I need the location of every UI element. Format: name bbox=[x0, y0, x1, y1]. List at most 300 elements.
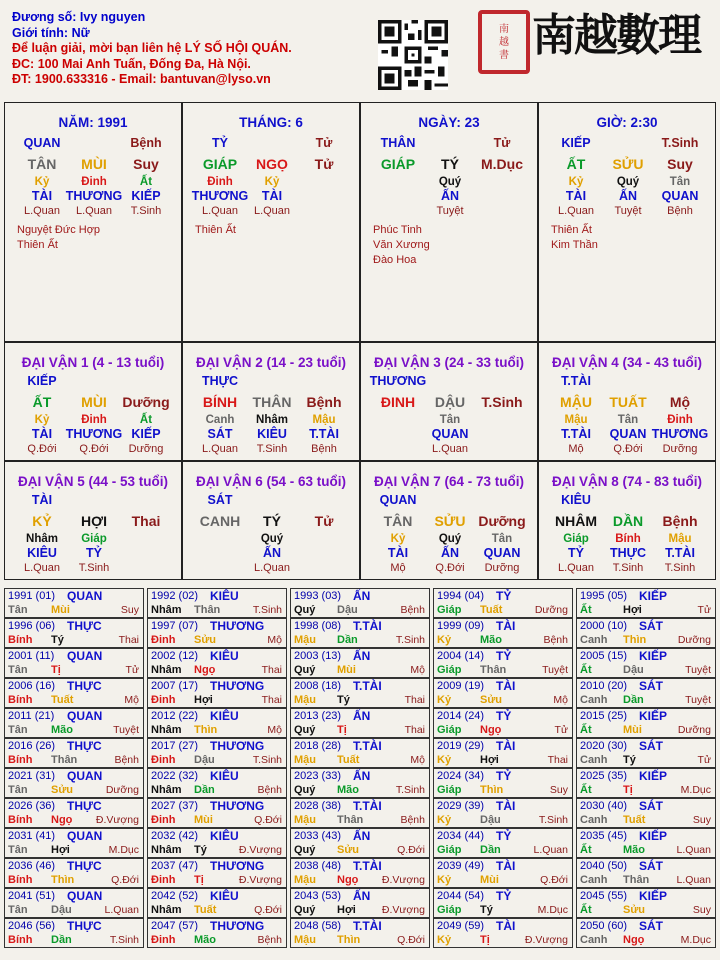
year-cell bbox=[290, 678, 430, 708]
hidden-ten-god: SÁT bbox=[207, 427, 233, 441]
hidden-stem: Tân bbox=[617, 414, 639, 426]
year-stem: Ất bbox=[580, 664, 592, 676]
cell-column bbox=[117, 371, 175, 457]
year-cell bbox=[290, 798, 430, 828]
hidden-stem: Canh bbox=[205, 414, 235, 426]
hidden-ten-god: KIÊU bbox=[27, 546, 57, 560]
ten-god-label: KIÊU bbox=[561, 493, 591, 507]
year-stem: Canh bbox=[580, 694, 608, 706]
year-life-stage: M.Dục bbox=[680, 784, 711, 796]
hidden-ten-god: TỶ bbox=[86, 546, 102, 560]
year-ten-god: QUAN bbox=[67, 889, 103, 903]
year-cell bbox=[290, 588, 430, 618]
year-cell bbox=[4, 918, 144, 948]
year-branch: Sửu bbox=[480, 694, 503, 706]
life-stage: Q.Đới bbox=[27, 443, 57, 455]
year-stem: Giáp bbox=[437, 604, 462, 616]
ten-god-label: Tử bbox=[315, 136, 333, 150]
year-cell bbox=[433, 648, 573, 678]
year-label: 2046 (56) bbox=[8, 920, 56, 932]
chart-cell bbox=[360, 102, 538, 342]
stem-branch: ẤT bbox=[32, 394, 52, 410]
hidden-ten-god: TÀI bbox=[31, 427, 53, 441]
year-stem: Nhâm bbox=[151, 604, 182, 616]
ten-god-label: THÂN bbox=[380, 136, 416, 150]
year-stem: Đinh bbox=[151, 814, 176, 826]
year-cell bbox=[290, 768, 430, 798]
year-label: 2041 (51) bbox=[8, 890, 56, 902]
hidden-ten-god bbox=[369, 189, 427, 204]
year-ten-god: SÁT bbox=[639, 739, 663, 753]
hidden-stem bbox=[117, 532, 175, 546]
year-branch: Thìn bbox=[194, 724, 218, 736]
year-stem: Giáp bbox=[437, 664, 462, 676]
ten-god-label bbox=[117, 490, 175, 510]
year-ten-god: TÀI bbox=[496, 619, 516, 633]
hidden-ten-god: QUAN bbox=[483, 546, 521, 560]
year-ten-god: THỰC bbox=[67, 799, 102, 813]
year-life-stage: T.Sinh bbox=[395, 634, 425, 646]
year-label: 2037 (47) bbox=[151, 860, 199, 872]
stem-branch: DẦN bbox=[612, 513, 644, 529]
hidden-stem: Mậu bbox=[312, 414, 336, 426]
cell-column bbox=[651, 371, 709, 457]
stem-branch: Suy bbox=[133, 156, 159, 172]
hidden-stem: Đinh bbox=[667, 414, 693, 426]
life-stage: L.Quan bbox=[23, 562, 61, 574]
life-stage: T.Sinh bbox=[664, 562, 696, 574]
year-branch: Tý bbox=[623, 754, 636, 766]
year-label: 2034 (44) bbox=[437, 830, 485, 842]
year-life-stage: Suy bbox=[692, 814, 711, 826]
hidden-stem: Kỷ bbox=[34, 414, 50, 426]
year-branch: Thìn bbox=[51, 874, 75, 886]
year-ten-god: KIẾP bbox=[639, 829, 668, 843]
year-stem: Bính bbox=[8, 814, 33, 826]
ten-god-label bbox=[243, 490, 301, 510]
year-branch: Tuất bbox=[194, 904, 217, 916]
hidden-ten-god: KIÊU bbox=[257, 427, 287, 441]
year-stem: Kỷ bbox=[437, 814, 452, 826]
year-ten-god: THỰC bbox=[67, 679, 102, 693]
year-branch: Dậu bbox=[480, 814, 501, 826]
year-ten-god: T.TÀI bbox=[353, 799, 382, 813]
stem-branch: TÂN bbox=[383, 513, 413, 529]
year-life-stage: L.Quan bbox=[676, 844, 711, 856]
year-label: 2003 (13) bbox=[294, 650, 342, 662]
life-stage: L.Quan bbox=[557, 205, 595, 217]
stem-branch: Tử bbox=[314, 513, 334, 529]
ten-god-label bbox=[65, 490, 123, 510]
year-life-stage: Thai bbox=[404, 694, 425, 706]
year-life-stage: T.Sinh bbox=[109, 934, 139, 946]
year-label: 2029 (39) bbox=[437, 800, 485, 812]
life-stage: L.Quan bbox=[431, 443, 469, 455]
year-branch: Dần bbox=[623, 694, 644, 706]
stem-branch: M.Dục bbox=[481, 156, 523, 172]
year-cell bbox=[4, 678, 144, 708]
stem-branch: TÂN bbox=[27, 156, 57, 172]
owner-gender: Giới tính: Nữ bbox=[12, 25, 90, 40]
star-note: Thiên Ất bbox=[551, 224, 592, 236]
year-stem: Mậu bbox=[294, 814, 316, 826]
cell-title: NĂM: 1991 bbox=[58, 115, 128, 130]
year-stem: Quý bbox=[294, 844, 316, 856]
year-cell bbox=[147, 618, 287, 648]
year-stem: Nhâm bbox=[151, 724, 182, 736]
star-note: Thiên Ất bbox=[17, 239, 58, 251]
year-label: 2006 (16) bbox=[8, 680, 56, 692]
year-label: 2038 (48) bbox=[294, 860, 342, 872]
cell-column bbox=[191, 133, 249, 219]
year-stem: Nhâm bbox=[151, 904, 182, 916]
year-stem: Kỷ bbox=[437, 874, 452, 886]
cell-column bbox=[473, 371, 531, 457]
stem-branch: DẬU bbox=[434, 394, 466, 410]
year-life-stage: Tuyệt bbox=[685, 694, 711, 706]
year-branch: Thân bbox=[194, 604, 221, 616]
year-life-stage: Thai bbox=[118, 634, 139, 646]
life-stage: Q.Đới bbox=[613, 443, 643, 455]
star-note: Văn Xương bbox=[373, 239, 430, 251]
year-branch: Dần bbox=[337, 634, 358, 646]
life-stage: T.Sinh bbox=[612, 562, 644, 574]
year-label: 2023 (33) bbox=[294, 770, 342, 782]
year-ten-god: THƯƠNG bbox=[210, 859, 265, 873]
star-notes bbox=[17, 223, 100, 253]
year-cell bbox=[576, 798, 716, 828]
hidden-stem bbox=[295, 175, 353, 189]
year-branch: Sửu bbox=[337, 844, 360, 856]
ten-god-label: THỰC bbox=[201, 374, 239, 388]
year-cell bbox=[433, 828, 573, 858]
year-label: 2045 (55) bbox=[580, 890, 628, 902]
stem-branch: MÙI bbox=[81, 394, 107, 410]
year-cell bbox=[4, 798, 144, 828]
year-label: 1999 (09) bbox=[437, 620, 485, 632]
year-life-stage: T.Sinh bbox=[395, 784, 425, 796]
year-cell bbox=[576, 738, 716, 768]
cell-column bbox=[295, 133, 353, 219]
cell-column bbox=[599, 371, 657, 457]
life-stage: Q.Đới bbox=[79, 443, 109, 455]
hidden-ten-god: THƯƠNG bbox=[65, 427, 123, 441]
year-ten-god: TÀI bbox=[496, 739, 516, 753]
year-stem: Giáp bbox=[437, 724, 462, 736]
cell-column bbox=[547, 133, 605, 219]
cell-column bbox=[243, 490, 301, 576]
cell-column bbox=[65, 133, 123, 219]
year-label: 2016 (26) bbox=[8, 740, 56, 752]
hidden-ten-god: TÀI bbox=[565, 189, 587, 203]
cell-column bbox=[599, 133, 657, 219]
ten-god-label: KIẾP bbox=[27, 374, 57, 388]
year-label: 2043 (53) bbox=[294, 890, 342, 902]
chart-cell bbox=[360, 461, 538, 580]
year-cell bbox=[4, 648, 144, 678]
stem-branch: HỢI bbox=[81, 513, 107, 529]
year-cell bbox=[4, 738, 144, 768]
cell-column bbox=[369, 490, 427, 576]
year-cell bbox=[576, 678, 716, 708]
year-stem: Kỷ bbox=[437, 934, 452, 946]
year-ten-god: ẤN bbox=[353, 769, 371, 783]
hidden-ten-god bbox=[117, 546, 175, 561]
year-stem: Ất bbox=[580, 604, 592, 616]
year-life-stage: Q.Đới bbox=[254, 814, 282, 826]
year-ten-god: SÁT bbox=[639, 859, 663, 873]
year-branch: Hợi bbox=[194, 694, 213, 706]
life-stage: L.Quan bbox=[75, 205, 113, 217]
year-branch: Dậu bbox=[623, 664, 644, 676]
cell-title: ĐẠI VẬN 8 (74 - 83 tuổi) bbox=[551, 474, 703, 489]
year-branch: Mão bbox=[623, 844, 645, 856]
stem-branch: T.Sinh bbox=[481, 394, 523, 410]
year-label: 2002 (12) bbox=[151, 650, 199, 662]
stem-branch: TÝ bbox=[441, 156, 459, 172]
year-label: 1991 (01) bbox=[8, 590, 56, 602]
year-life-stage: Tử bbox=[697, 604, 711, 616]
life-stage: L.Quan bbox=[557, 562, 595, 574]
year-stem: Đinh bbox=[151, 934, 176, 946]
year-stem: Nhâm bbox=[151, 844, 182, 856]
cell-column bbox=[421, 490, 479, 576]
year-branch: Thìn bbox=[480, 784, 504, 796]
stem-branch: ĐINH bbox=[380, 394, 416, 410]
year-stem: Ất bbox=[580, 844, 592, 856]
year-branch: Mùi bbox=[337, 664, 356, 676]
life-stage: Dưỡng bbox=[662, 443, 698, 455]
year-life-stage: Mộ bbox=[124, 694, 139, 706]
hidden-ten-god: ẤN bbox=[618, 189, 638, 203]
year-branch: Sửu bbox=[194, 634, 217, 646]
life-stage bbox=[473, 204, 531, 219]
year-label: 1995 (05) bbox=[580, 590, 628, 602]
hidden-ten-god: TỶ bbox=[568, 546, 584, 560]
life-stage bbox=[295, 561, 353, 576]
stem-branch: Mộ bbox=[669, 394, 691, 410]
life-stage: L.Quan bbox=[201, 443, 239, 455]
hidden-ten-god: ẤN bbox=[262, 546, 282, 560]
year-stem: Quý bbox=[294, 664, 316, 676]
year-branch: Mùi bbox=[194, 814, 213, 826]
cell-column bbox=[547, 371, 605, 457]
ten-god-label: T.Sinh bbox=[661, 136, 699, 150]
year-label: 2012 (22) bbox=[151, 710, 199, 722]
year-branch: Ngọ bbox=[480, 724, 502, 736]
stem-branch: ẤT bbox=[566, 156, 586, 172]
star-note: Phúc Tinh bbox=[373, 224, 422, 236]
ten-god-label bbox=[599, 490, 657, 510]
year-life-stage: Dưỡng bbox=[677, 634, 711, 646]
year-life-stage: Dưỡng bbox=[105, 784, 139, 796]
year-cell bbox=[147, 738, 287, 768]
hidden-stem: Giáp bbox=[81, 533, 107, 545]
cell-title: ĐẠI VẬN 3 (24 - 33 tuổi) bbox=[373, 355, 525, 370]
year-ten-god: TÀI bbox=[496, 919, 516, 933]
year-cell bbox=[290, 648, 430, 678]
star-notes bbox=[195, 223, 236, 238]
ten-god-label: KIẾP bbox=[561, 136, 591, 150]
ten-god-label bbox=[599, 133, 657, 153]
year-label: 2015 (25) bbox=[580, 710, 628, 722]
star-note: Đào Hoa bbox=[373, 254, 417, 266]
year-stem: Nhâm bbox=[151, 664, 182, 676]
cell-title: THÁNG: 6 bbox=[239, 115, 303, 130]
year-stem: Canh bbox=[580, 754, 608, 766]
year-branch: Mùi bbox=[51, 604, 70, 616]
stem-branch: TUẤT bbox=[609, 394, 647, 410]
year-ten-god: TỶ bbox=[496, 889, 512, 903]
year-life-stage: Mộ bbox=[553, 694, 568, 706]
star-note: Thiên Ất bbox=[195, 224, 236, 236]
chart-cell bbox=[538, 342, 716, 461]
life-stage: Q.Đới bbox=[435, 562, 465, 574]
year-ten-god: QUAN bbox=[67, 649, 103, 663]
year-ten-god: KIẾP bbox=[639, 709, 668, 723]
year-life-stage: Đ.Vượng bbox=[381, 874, 425, 886]
hidden-stem: Đinh bbox=[207, 176, 233, 188]
hidden-stem: Quý bbox=[616, 176, 640, 188]
year-stem: Giáp bbox=[437, 904, 462, 916]
ten-god-label bbox=[243, 371, 301, 391]
life-stage: Mộ bbox=[390, 562, 406, 574]
year-life-stage: Thai bbox=[261, 664, 282, 676]
ten-god-label bbox=[651, 371, 709, 391]
hidden-stem bbox=[369, 175, 427, 189]
year-label: 2001 (11) bbox=[8, 650, 55, 662]
stem-branch: TÝ bbox=[263, 513, 281, 529]
year-stem: Kỷ bbox=[437, 694, 452, 706]
hidden-ten-god bbox=[369, 427, 427, 442]
year-ten-god: ẤN bbox=[353, 709, 371, 723]
year-life-stage: Mộ bbox=[410, 664, 425, 676]
hidden-ten-god: T.TÀI bbox=[665, 546, 695, 560]
chart-cell bbox=[538, 102, 716, 342]
year-stem: Bính bbox=[8, 934, 33, 946]
year-label: 2033 (43) bbox=[294, 830, 342, 842]
year-branch: Tý bbox=[194, 844, 207, 856]
chart-cell bbox=[182, 102, 360, 342]
stem-branch: GIÁP bbox=[380, 156, 416, 172]
chart-cell bbox=[182, 461, 360, 580]
life-stage: L.Quan bbox=[201, 205, 239, 217]
year-label: 2026 (36) bbox=[8, 800, 56, 812]
year-cell bbox=[576, 618, 716, 648]
year-life-stage: Suy bbox=[692, 904, 711, 916]
hidden-ten-god: KIẾP bbox=[131, 427, 161, 441]
stem-branch: Bệnh bbox=[662, 513, 698, 529]
cell-column bbox=[369, 133, 427, 219]
year-label: 2017 (27) bbox=[151, 740, 199, 752]
year-branch: Thân bbox=[623, 874, 650, 886]
year-branch: Tuất bbox=[623, 814, 646, 826]
year-life-stage: Đ.Vượng bbox=[524, 934, 568, 946]
year-stem: Quý bbox=[294, 604, 316, 616]
stem-branch: THÂN bbox=[252, 394, 292, 410]
year-life-stage: M.Dục bbox=[680, 934, 711, 946]
cell-column bbox=[295, 490, 353, 576]
year-life-stage: Bệnh bbox=[257, 934, 282, 946]
year-stem: Canh bbox=[580, 934, 608, 946]
cell-column bbox=[65, 371, 123, 457]
year-branch: Mão bbox=[337, 784, 359, 796]
year-cell bbox=[290, 858, 430, 888]
hidden-stem bbox=[191, 532, 249, 546]
year-stem: Tân bbox=[8, 904, 28, 916]
year-stem: Mậu bbox=[294, 754, 316, 766]
year-ten-god: KIÊU bbox=[210, 649, 239, 663]
cell-title: ĐẠI VẬN 2 (14 - 23 tuổi) bbox=[195, 355, 347, 370]
cell-column bbox=[473, 133, 531, 219]
year-life-stage: Tử bbox=[554, 724, 568, 736]
year-ten-god: QUAN bbox=[67, 709, 103, 723]
hidden-stem: Quý bbox=[438, 176, 462, 188]
hidden-stem: Kỷ bbox=[390, 533, 406, 545]
ten-god-label bbox=[421, 133, 479, 153]
stem-branch: Thai bbox=[131, 513, 161, 529]
year-life-stage: Dưỡng bbox=[677, 724, 711, 736]
hidden-stem: Bính bbox=[615, 533, 641, 545]
year-label: 2039 (49) bbox=[437, 860, 485, 872]
year-stem: Bính bbox=[8, 634, 33, 646]
year-stem: Bính bbox=[8, 874, 33, 886]
hidden-ten-god: THỰC bbox=[609, 546, 647, 560]
year-branch: Dậu bbox=[51, 904, 72, 916]
star-note: Nguyệt Đức Hợp bbox=[17, 224, 101, 236]
year-branch: Dần bbox=[51, 934, 72, 946]
year-cell bbox=[433, 708, 573, 738]
year-ten-god: THƯƠNG bbox=[210, 619, 265, 633]
year-label: 2035 (45) bbox=[580, 830, 628, 842]
year-cell bbox=[433, 768, 573, 798]
hidden-ten-god bbox=[473, 189, 531, 204]
year-branch: Thân bbox=[480, 664, 507, 676]
year-branch: Mão bbox=[194, 934, 216, 946]
year-ten-god: KIÊU bbox=[210, 829, 239, 843]
year-stem: Tân bbox=[8, 724, 28, 736]
year-stem: Đinh bbox=[151, 634, 176, 646]
year-life-stage: Đ.Vượng bbox=[238, 874, 282, 886]
year-label: 2032 (42) bbox=[151, 830, 199, 842]
year-branch: Tị bbox=[480, 934, 490, 946]
year-cell bbox=[147, 588, 287, 618]
year-life-stage: T.Sinh bbox=[252, 754, 282, 766]
year-cell bbox=[576, 858, 716, 888]
cell-column bbox=[117, 490, 175, 576]
year-cell bbox=[433, 678, 573, 708]
stem-branch: NGỌ bbox=[256, 156, 288, 172]
hidden-ten-god: QUAN bbox=[609, 427, 647, 441]
year-stem: Mậu bbox=[294, 934, 316, 946]
ten-god-label bbox=[65, 371, 123, 391]
year-label: 2044 (54) bbox=[437, 890, 485, 902]
year-branch: Tý bbox=[337, 694, 350, 706]
year-cell bbox=[290, 738, 430, 768]
chart-cell bbox=[4, 461, 182, 580]
year-ten-god: THƯƠNG bbox=[210, 919, 265, 933]
year-label: 2008 (18) bbox=[294, 680, 342, 692]
year-ten-god: THƯƠNG bbox=[210, 799, 265, 813]
hidden-ten-god bbox=[473, 427, 531, 442]
year-life-stage: Dưỡng bbox=[534, 604, 568, 616]
yearly-luck-table bbox=[4, 588, 716, 948]
life-stage bbox=[295, 204, 353, 219]
year-stem: Giáp bbox=[437, 844, 462, 856]
year-ten-god: THỰC bbox=[67, 619, 102, 633]
year-branch: Mùi bbox=[480, 874, 499, 886]
year-ten-god: SÁT bbox=[639, 619, 663, 633]
